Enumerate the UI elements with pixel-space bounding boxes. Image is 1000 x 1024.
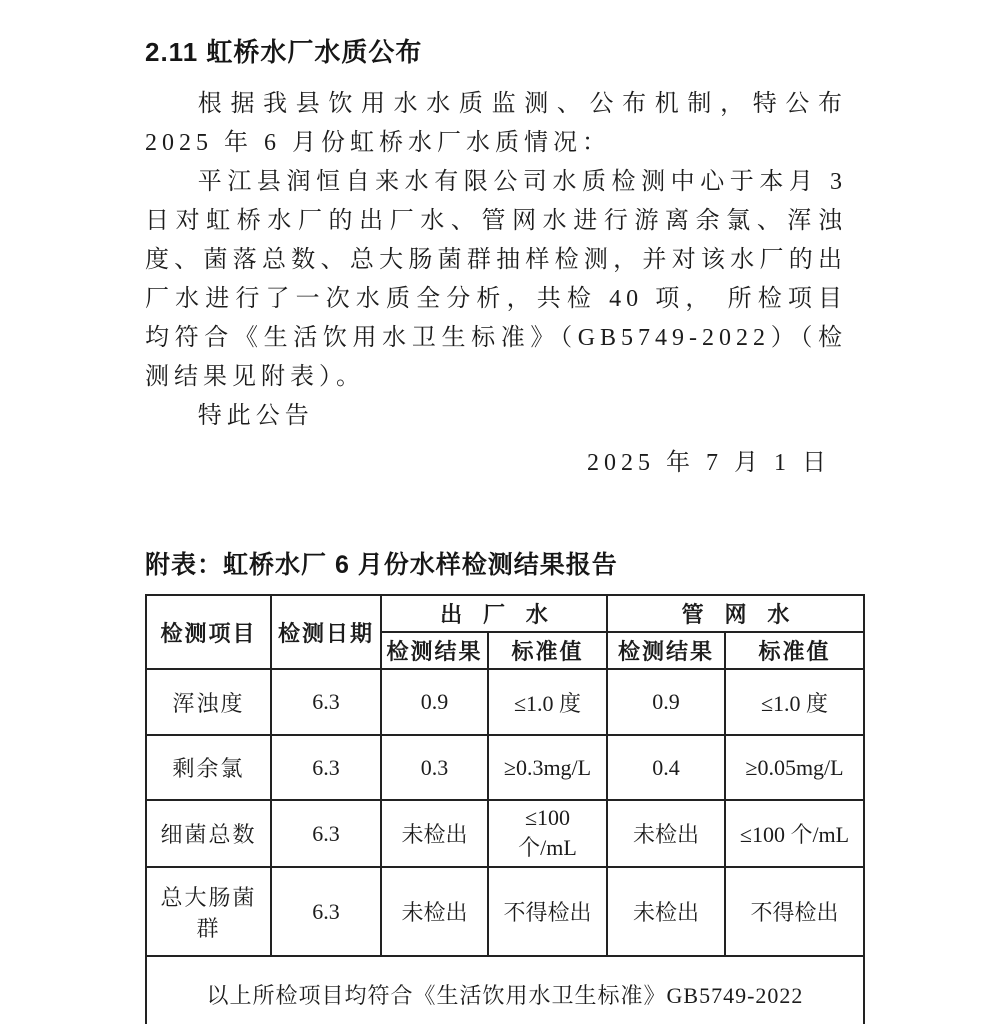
table-footer-note: 以上所检项目均符合《生活饮用水卫生标准》GB5749-2022 xyxy=(146,956,864,1024)
cell-date: 6.3 xyxy=(271,735,381,800)
cell-item: 总大肠菌群 xyxy=(146,867,271,956)
closing-statement: 特此公告 xyxy=(197,403,314,429)
cell-factory-standard: ≥0.3mg/L xyxy=(488,735,607,800)
cell-factory-result: 0.9 xyxy=(381,669,488,735)
subheader-network-result: 检测结果 xyxy=(607,632,725,669)
cell-date: 6.3 xyxy=(271,867,381,956)
cell-factory-result: 0.3 xyxy=(381,735,488,800)
cell-network-standard: ≤1.0 度 xyxy=(725,669,864,735)
table-row-coliform-group xyxy=(146,867,864,956)
header-cell-date: 检测日期 xyxy=(271,595,381,669)
table-row-turbidity xyxy=(146,669,864,735)
cell-date: 6.3 xyxy=(271,669,381,735)
cell-network-standard: 不得检出 xyxy=(725,867,864,956)
cell-factory-standard: ≤1.0 度 xyxy=(488,669,607,735)
table-caption: 附表：虹桥水厂 6 月份水样检测结果报告 xyxy=(145,551,618,579)
subheader-factory-standard: 标准值 xyxy=(488,632,607,669)
cell-item: 细菌总数 xyxy=(146,800,271,867)
cell-network-result: 未检出 xyxy=(607,867,725,956)
cell-factory-result: 未检出 xyxy=(381,800,488,867)
paragraph-announcement-basis: 根据我县饮用水水质监测、公布机制，特公布 2025 年 6 月份虹桥水厂水质情况： xyxy=(145,91,847,156)
cell-date: 6.3 xyxy=(271,800,381,867)
document-content xyxy=(145,0,863,1024)
cell-network-result: 0.4 xyxy=(607,735,725,800)
cell-item: 浑浊度 xyxy=(146,669,271,735)
header-group-network-water: 管网水 xyxy=(607,595,864,632)
cell-factory-standard: 不得检出 xyxy=(488,867,607,956)
body-text-block xyxy=(145,85,847,483)
water-quality-table xyxy=(145,594,865,1024)
table-row-bacteria-count xyxy=(146,800,864,867)
subheader-factory-result: 检测结果 xyxy=(381,632,488,669)
header-group-factory-water: 出厂水 xyxy=(381,595,607,632)
table-footer-row xyxy=(146,956,864,1024)
cell-factory-result: 未检出 xyxy=(381,867,488,956)
cell-item: 剩余氯 xyxy=(146,735,271,800)
cell-network-result: 未检出 xyxy=(607,800,725,867)
table-row-residual-chlorine xyxy=(146,735,864,800)
cell-network-result: 0.9 xyxy=(607,669,725,735)
cell-network-standard: ≤100 个/mL xyxy=(725,800,864,867)
section-heading: 2.11 虹桥水厂水质公布 xyxy=(145,37,423,67)
subheader-network-standard: 标准值 xyxy=(725,632,864,669)
header-cell-item: 检测项目 xyxy=(146,595,271,669)
cell-network-standard: ≥0.05mg/L xyxy=(725,735,864,800)
cell-factory-standard: ≤100 个/mL xyxy=(488,800,607,867)
table-header-row-groups xyxy=(146,595,864,632)
paragraph-test-details: 平江县润恒自来水有限公司水质检测中心于本月 3 日对虹桥水厂的出厂水、管网水进行游离余氯、浑浊度、菌落总数、总大肠菌群抽样检测，并对该水厂的出厂水进行了一次水质全分析，共检 40 项， 所检项目均符合《生活饮用水卫生标准》（GB5749-2022）（检测结果见附表）。 xyxy=(145,169,847,390)
date-line: 2025 年 7 月 1 日 xyxy=(587,450,831,476)
